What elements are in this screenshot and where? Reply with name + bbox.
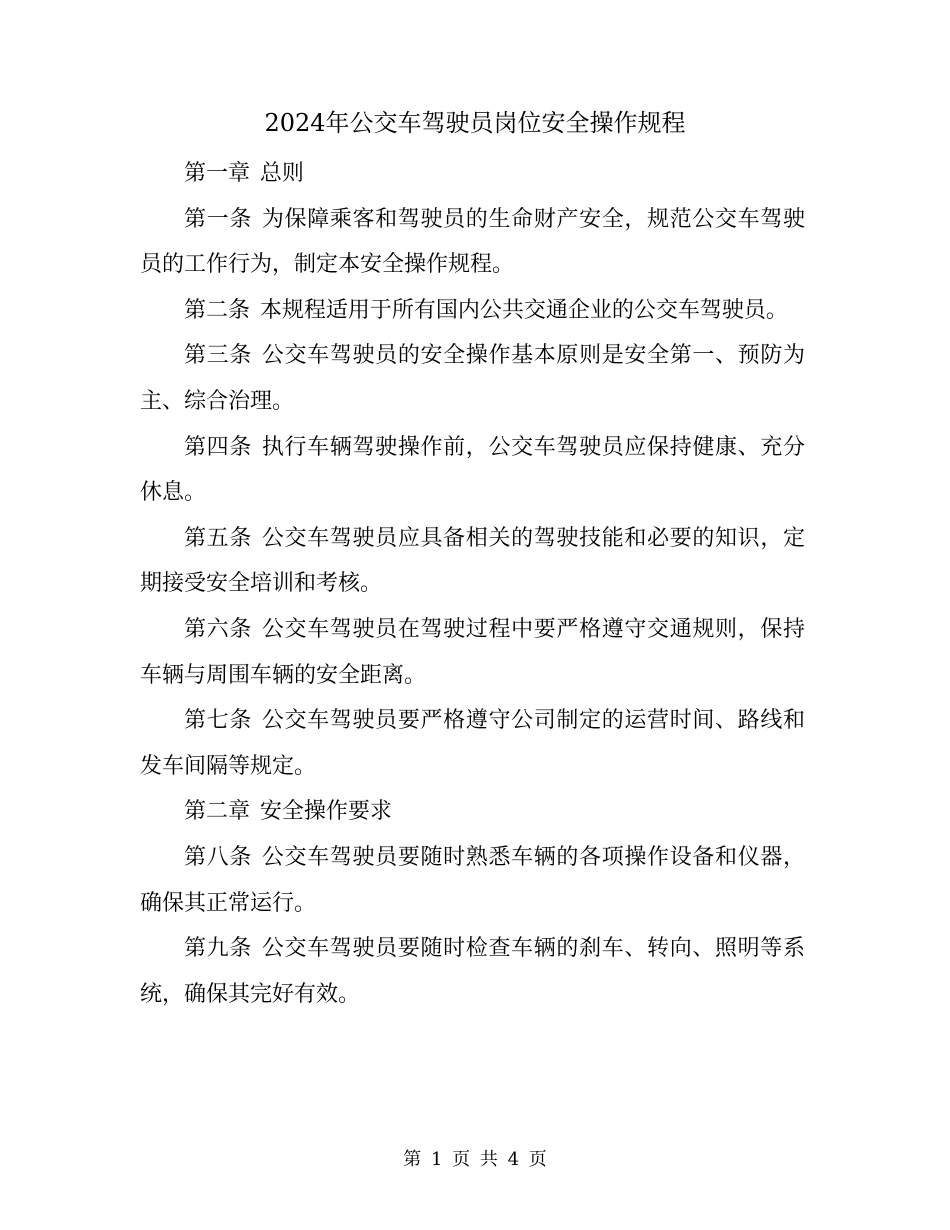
chapter-heading (140, 151, 805, 197)
article-text: 公交车驾驶员要随时检查车辆的刹车、转向、照明等系统，确保其完好有效。 (140, 936, 805, 1007)
article-label: 第五条 (184, 525, 252, 551)
article-label: 第九条 (184, 936, 252, 962)
article-text: 本规程适用于所有国内公共交通企业的公交车驾驶员。 (259, 297, 788, 323)
article-paragraph (140, 197, 805, 288)
article-label: 第七条 (184, 708, 252, 734)
article-label: 第四条 (184, 434, 252, 460)
article-paragraph (140, 698, 805, 789)
article-text: 为保障乘客和驾驶员的生命财产安全，规范公交车驾驶员的工作行为，制定本安全操作规程。 (140, 206, 805, 278)
chapter-title: 总则 (259, 161, 304, 186)
article-paragraph (140, 835, 805, 926)
article-label: 第一条 (184, 206, 252, 232)
chapter-label: 第二章 (184, 799, 251, 825)
article-text: 公交车驾驶员要严格遵守公司制定的运营时间、路线和发车间隔等规定。 (140, 708, 805, 779)
article-text: 公交车驾驶员应具备相关的驾驶技能和必要的知识，定期接受安全培训和考核。 (140, 525, 805, 597)
article-label: 第八条 (184, 844, 252, 870)
article-paragraph (140, 607, 805, 698)
chapter-title: 安全操作要求 (259, 799, 392, 825)
article-text: 公交车驾驶员要随时熟悉车辆的各项操作设备和仪器，确保其正常运行。 (140, 844, 805, 916)
document-title: 2024年公交车驾驶员岗位安全操作规程 (264, 109, 686, 137)
article-text: 执行车辆驾驶操作前，公交车驾驶员应保持健康、充分休息。 (140, 434, 805, 506)
chapter-heading (140, 789, 805, 835)
article-label: 第六条 (184, 616, 252, 642)
article-paragraph (140, 333, 805, 424)
article-paragraph (140, 425, 805, 516)
article-text: 公交车驾驶员在驾驶过程中要严格遵守交通规则，保持车辆与周围车辆的安全距离。 (140, 616, 805, 688)
article-paragraph (140, 516, 805, 607)
article-text: 公交车驾驶员的安全操作基本原则是安全第一、预防为主、综合治理。 (140, 343, 805, 414)
article-label: 第三条 (184, 343, 252, 369)
chapter-label: 第一章 (184, 161, 251, 186)
article-paragraph (140, 926, 805, 1017)
article-label: 第二条 (184, 297, 251, 323)
document-body (140, 151, 805, 1017)
article-paragraph (140, 288, 805, 334)
page-footer: 第 1 页 共 4 页 (403, 1149, 547, 1170)
